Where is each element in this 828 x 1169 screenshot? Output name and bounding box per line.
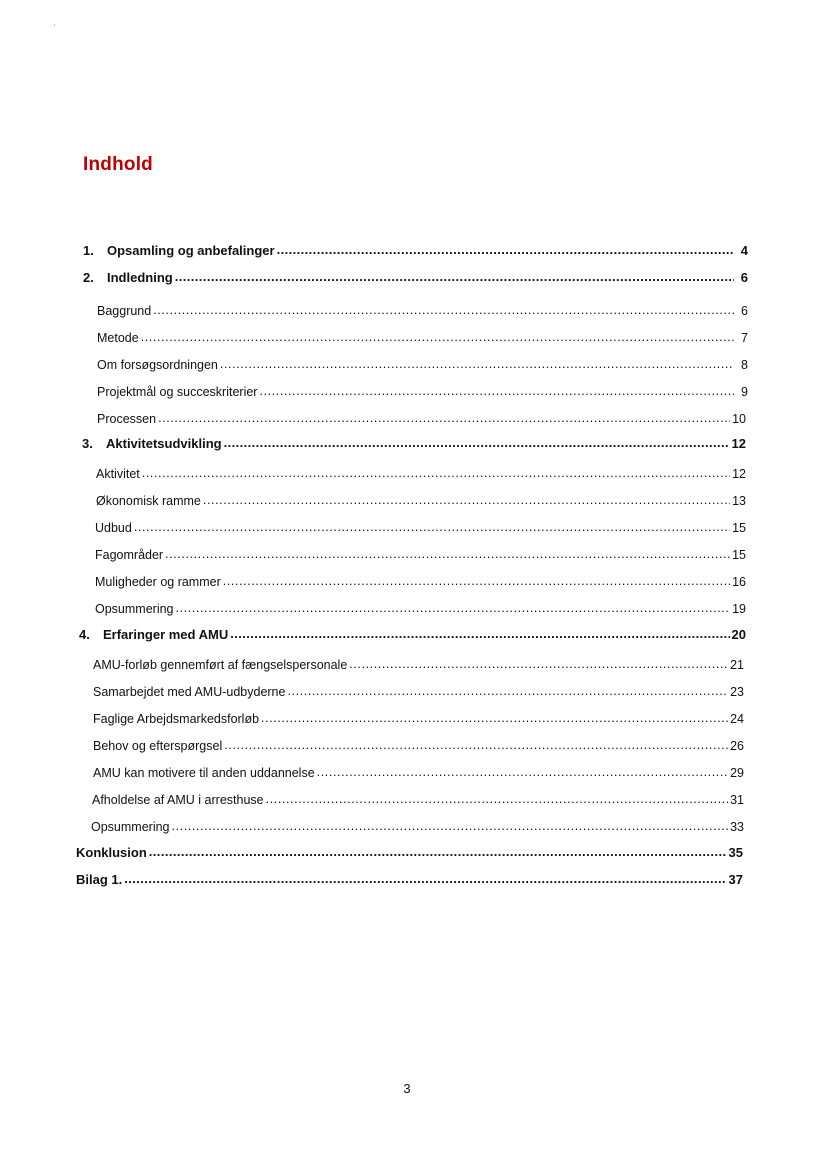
toc-entry[interactable]	[95, 547, 746, 563]
toc-entry-label: Baggrund	[97, 304, 152, 318]
dot-leader	[317, 764, 728, 780]
toc-entry-page: 26	[730, 739, 744, 753]
dot-leader	[134, 519, 730, 535]
toc-entry[interactable]	[83, 270, 748, 286]
toc-entry-label: Fagområder	[95, 548, 164, 562]
toc-entry-page: 15	[732, 548, 746, 562]
toc-entry[interactable]	[93, 711, 744, 727]
dot-leader	[172, 818, 729, 834]
toc-entry-page: 7	[741, 331, 748, 345]
toc-entry[interactable]	[95, 601, 746, 617]
toc-entry-label: Muligheder og rammer	[95, 575, 221, 589]
toc-entry[interactable]	[76, 872, 743, 888]
dot-leader	[175, 269, 734, 285]
toc-entry-page: 23	[730, 685, 744, 699]
dot-leader	[230, 626, 729, 642]
dot-leader	[153, 302, 734, 318]
toc-entry-page: 8	[741, 358, 748, 372]
toc-entry-label: Økonomisk ramme	[96, 494, 201, 508]
toc-entry-label: Aktivitetsudvikling	[106, 436, 222, 451]
toc-entry-label: Faglige Arbejdsmarkedsforløb	[93, 712, 260, 726]
toc-entry[interactable]	[97, 330, 748, 346]
toc-entry-page: 35	[728, 845, 743, 860]
toc-entry-label: Konklusion	[76, 845, 147, 860]
toc-entry[interactable]	[95, 574, 746, 590]
toc-entry[interactable]	[96, 493, 746, 509]
toc-entry-label: Erfaringer med AMU	[103, 627, 229, 642]
toc-entry-page: 6	[740, 270, 748, 285]
toc-entry-number: 3.	[82, 436, 93, 451]
toc-entry-page: 19	[732, 602, 746, 616]
toc-entry-page: 12	[731, 436, 746, 451]
toc-entry-page: 16	[732, 575, 746, 589]
toc-entry[interactable]	[93, 738, 744, 754]
toc-entry-label: AMU-forløb gennemført af fængselspersonale	[93, 658, 348, 672]
toc-entry-page: 12	[732, 467, 746, 481]
toc-entry-number: 2.	[83, 270, 94, 285]
toc-entry-page: 9	[741, 385, 748, 399]
page-title: Indhold	[83, 154, 153, 175]
toc-entry-page: 4	[740, 243, 748, 258]
toc-entry-page: 21	[730, 658, 744, 672]
toc-entry-label: Aktivitet	[96, 467, 140, 481]
toc-entry-label: Udbud	[95, 521, 132, 535]
toc-entry-label: Bilag 1.	[76, 872, 123, 887]
dot-leader	[142, 465, 730, 481]
toc-entry[interactable]	[95, 520, 746, 536]
toc-entry[interactable]	[76, 845, 743, 861]
toc-entry[interactable]	[96, 466, 746, 482]
toc-entry-page: 13	[732, 494, 746, 508]
dot-leader	[141, 329, 734, 345]
toc-entry-page: 37	[728, 872, 743, 887]
toc-entry-label: Om forsøgsordningen	[97, 358, 218, 372]
toc-entry-page: 24	[730, 712, 744, 726]
toc-entry-label: Projektmål og succeskriterier	[97, 385, 258, 399]
dot-leader	[203, 492, 730, 508]
dot-leader	[165, 546, 730, 562]
toc-entry-label: Opsummering	[95, 602, 174, 616]
dot-leader	[349, 656, 728, 672]
toc-entry[interactable]	[97, 384, 748, 400]
toc-entry[interactable]	[97, 303, 748, 319]
toc-entry-label: Behov og efterspørgsel	[93, 739, 223, 753]
toc-entry-label: Afholdelse af AMU i arresthuse	[92, 793, 264, 807]
dot-leader	[176, 600, 731, 616]
toc-entry-number: 1.	[83, 243, 94, 258]
dot-leader	[266, 791, 728, 807]
toc-entry-page: 20	[731, 627, 746, 642]
toc-entry[interactable]	[93, 684, 744, 700]
dot-leader	[124, 871, 726, 887]
dot-leader	[287, 683, 728, 699]
toc-entry-page: 31	[730, 793, 744, 807]
toc-entry-label: Processen	[97, 412, 157, 426]
dot-leader	[277, 242, 734, 258]
toc-entry-page: 15	[732, 521, 746, 535]
toc-entry-label: Metode	[97, 331, 139, 345]
toc-entry[interactable]	[93, 657, 744, 673]
dot-leader	[224, 435, 730, 451]
dot-leader	[261, 710, 728, 726]
toc-entry-label: Samarbejdet med AMU-udbyderne	[93, 685, 286, 699]
toc-entry[interactable]	[91, 819, 744, 835]
dot-leader	[149, 844, 727, 860]
toc-entry-page: 29	[730, 766, 744, 780]
dot-leader	[224, 737, 728, 753]
toc-entry[interactable]	[83, 243, 748, 259]
dot-leader	[223, 573, 730, 589]
dot-leader	[220, 356, 734, 372]
toc-entry-label: AMU kan motivere til anden uddannelse	[93, 766, 315, 780]
toc-entry-page: 10	[732, 412, 746, 426]
toc-entry-number: 4.	[79, 627, 90, 642]
toc-entry-label: Opsummering	[91, 820, 170, 834]
toc-entry-page: 6	[741, 304, 748, 318]
toc-entry-label: Indledning	[107, 270, 173, 285]
toc-entry[interactable]	[97, 357, 748, 373]
toc-entry[interactable]	[82, 436, 746, 452]
dot-leader	[259, 383, 734, 399]
toc-entry[interactable]	[92, 792, 744, 808]
dot-leader	[158, 410, 730, 426]
page-number: 3	[403, 1081, 411, 1096]
toc-entry[interactable]	[79, 627, 746, 643]
toc-entry-page: 33	[730, 820, 744, 834]
toc-entry-label: Opsamling og anbefalinger	[107, 243, 275, 258]
toc-entry[interactable]	[93, 765, 744, 781]
toc-entry[interactable]	[97, 411, 746, 427]
